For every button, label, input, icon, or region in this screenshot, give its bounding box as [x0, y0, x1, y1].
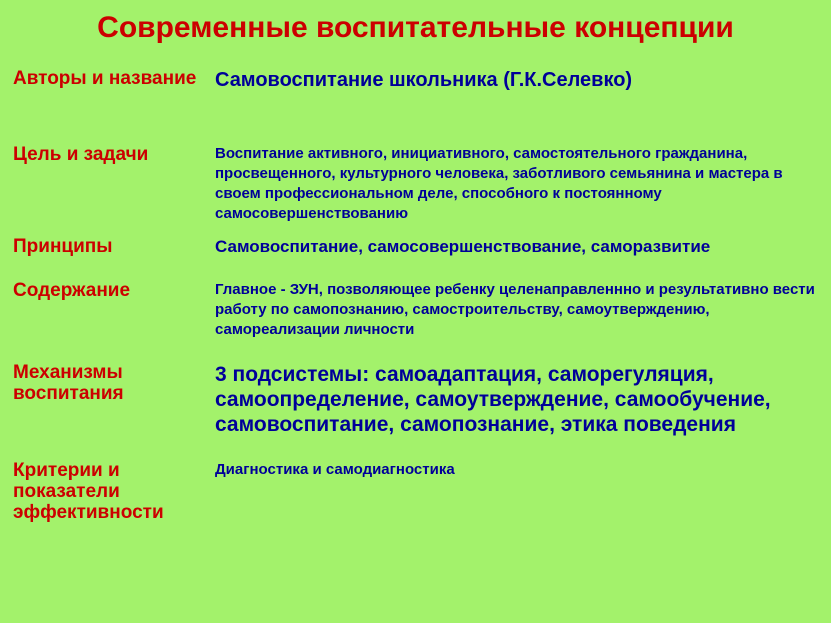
row-label: Механизмы воспитания [13, 362, 124, 404]
slide-title: Современные воспитательные концепции [97, 11, 734, 44]
row-value: Воспитание активного, инициативного, самостоятельного гражданина, просвещенного, культурного человека, заботливого семьянина и мастера в своем профессиональном деле, способного к постоянному самосовершенствованию [215, 145, 783, 222]
table-row [13, 144, 825, 236]
table-row [13, 460, 825, 540]
table-row [13, 280, 825, 362]
concepts-table [13, 58, 825, 540]
table-row [13, 58, 825, 144]
row-value: Самовоспитание школьника (Г.К.Селевко) [215, 69, 633, 91]
table-row [13, 362, 825, 460]
table-row [13, 236, 825, 280]
row-value: Диагностика и самодиагностика [215, 461, 455, 478]
row-value: Самовоспитание, самосовершенствование, саморазвитие [215, 237, 711, 256]
row-label: Содержание [13, 280, 131, 301]
row-value: 3 подсистемы: самоадаптация, саморегуляция, самоопределение, самоутверждение, самообучение, самовоспитание, самопознание, этика поведения [215, 363, 771, 436]
row-value: Главное - ЗУН, позволяющее ребенку целенаправленнно и результативно вести работу по самопознанию, самостроительству, самоутверждению, самореализации личности [215, 281, 815, 338]
row-label: Принципы [13, 236, 113, 257]
row-label: Авторы и название [13, 68, 197, 89]
row-label: Критерии и показатели эффективности [13, 460, 164, 523]
row-label: Цель и задачи [13, 144, 149, 165]
